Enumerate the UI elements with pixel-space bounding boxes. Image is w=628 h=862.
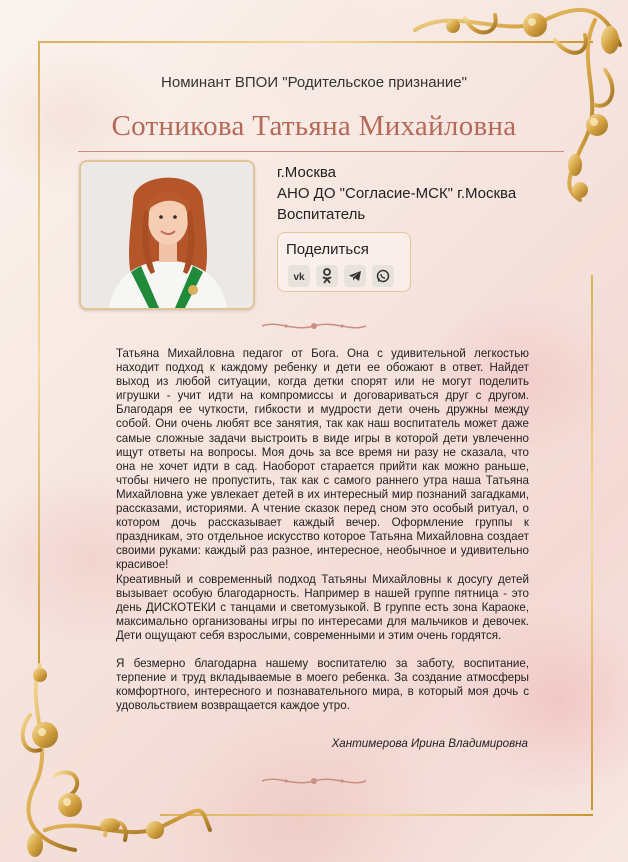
telegram-icon <box>348 270 362 282</box>
review-paragraph: Я безмерно благодарна нашему воспитателю за заботу, воспитание, терпение и труд вкладываемые в моего ребенка. За создание атмосферы комфортного, интересного и познавательного мира, в который моя дочь с удовольствием возвращается каждое утро. <box>116 656 529 713</box>
review-paragraph: Татьяна Михайловна педагог от Бога. Она с удивительной легкостью находит подход к каждому ребенку и дети ее обожают в ответ. Найдет выход из любой ситуации, когда детки спорят или не могут поделить игрушки - учит идти на компромиссы и договариваться друг с другом. Благодаря ее чуткости, гибкости и мудрости дети очень дружны между собой. Они очень любят все занятия, так как наш воспитатель может даже самые сложные задачи выстроить в виде игры в которой дети увлеченно ищут ответы на вопросы. Моя дочь за все время ни разу не сказала, что она не хочет идти в сад. Наоборот старается прийти как можно раньше, чтобы ничего не пропустить, так как с самого раннего утра наша Татьяна Михайловна уже увлекает детей в их интересный мир познаний загадками, рассказами, историями. А чтение сказок перед сном это особый ритуал, о котором дочь рассказывает каждый вечер. Оформление группы к праздникам, это отдельное искусство которое Татьяна Михайловна создает своими руками: каждый раз разное, интересное, необычное и удивительно красивое! <box>116 347 529 572</box>
nominee-name: Сотникова Татьяна Михайловна <box>111 110 517 142</box>
signature: Хантимерова Ирина Владимировна <box>331 737 528 750</box>
position-text: Воспитатель <box>277 206 366 223</box>
nominant-title: Номинант ВПОИ "Родительское признание" <box>161 74 467 91</box>
ornament-divider-bottom <box>258 773 370 789</box>
frame-right-line <box>591 275 593 810</box>
share-label: Поделиться <box>286 241 369 258</box>
odnoklassniki-share-button[interactable] <box>316 265 338 287</box>
review-paragraph: Креативный и современный подход Татьяны Михайловны к досугу детей вызывает особую благодарность. Например в нашей группе пятница - это день ДИСКОТЕКИ с танцами и светомузыкой. В группе есть зона Караоке, максимально организованы игры по интересами для мальчиков и девочек. Дети ощущают себя взрослыми, современными и этим очень гордятся. <box>116 572 529 642</box>
svg-text:vk: vk <box>293 272 305 282</box>
whatsapp-share-button[interactable] <box>372 265 394 287</box>
whatsapp-icon <box>376 269 390 283</box>
name-divider <box>78 151 564 152</box>
ornament-divider-top <box>258 318 370 334</box>
frame-bottom-line <box>160 814 593 816</box>
vk-share-button[interactable] <box>288 265 310 287</box>
telegram-share-button[interactable] <box>344 265 366 287</box>
nominee-info <box>277 162 516 225</box>
nominee-photo <box>79 160 255 310</box>
share-panel <box>277 232 411 292</box>
portrait-image <box>81 162 253 308</box>
city-text: г.Москва <box>277 164 337 181</box>
review-text <box>116 347 529 713</box>
vk-icon <box>291 270 307 282</box>
odnoklassniki-icon <box>321 268 333 284</box>
organization-text: АНО ДО "Согласие-МСК" г.Москва <box>277 185 517 202</box>
